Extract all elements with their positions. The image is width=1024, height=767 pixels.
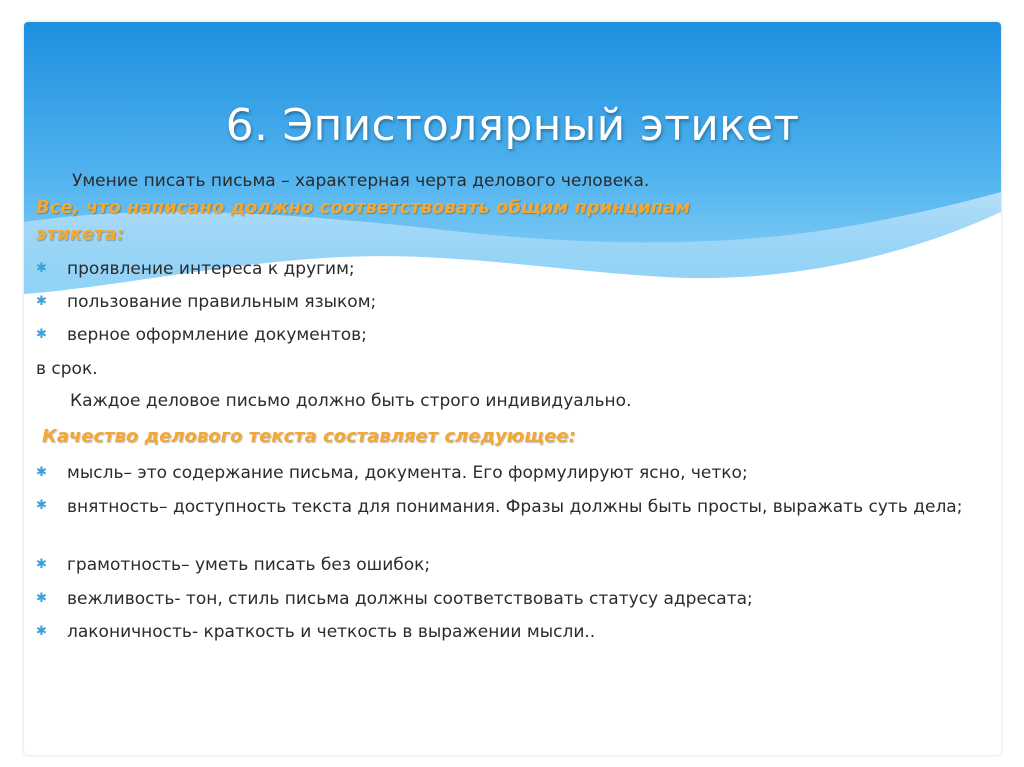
list-item (36, 324, 976, 346)
list-item (36, 495, 976, 519)
list-item (36, 588, 976, 610)
asterisk-bullet-icon: ✱ (36, 557, 47, 572)
slide (24, 22, 1001, 755)
list-item-text: проявление интереса к другим; (67, 259, 355, 279)
list-item-text: вежливость- тон, стиль письма должны соответствовать статусу адресата; (67, 589, 753, 609)
list-item (36, 621, 976, 643)
asterisk-bullet-icon: ✱ (36, 498, 47, 513)
slide-title: 6. Эпистолярный этикет (225, 100, 800, 151)
asterisk-bullet-icon: ✱ (36, 465, 47, 480)
asterisk-bullet-icon: ✱ (36, 327, 47, 342)
asterisk-bullet-icon: ✱ (36, 591, 47, 606)
intro-text: Умение писать письма – характерная черта делового человека. (72, 171, 650, 191)
accent-heading-1-line-2: этикета: (36, 224, 124, 245)
asterisk-bullet-icon: ✱ (36, 294, 47, 309)
list-item (36, 291, 976, 313)
list-item-text: грамотность– уметь писать без ошибок; (67, 555, 431, 575)
list-item-text: верное оформление документов; (67, 325, 367, 345)
deadline-text: в срок. (36, 359, 98, 379)
list-item (36, 462, 976, 484)
asterisk-bullet-icon: ✱ (36, 624, 47, 639)
individual-text: Каждое деловое письмо должно быть строго индивидуально. (70, 391, 632, 411)
accent-heading-1-line-1: Все, что написано должно соответствовать общим принципам (36, 197, 691, 218)
list-item-text: внятность– доступность текста для понимания. Фразы должны быть просты, выражать суть дела; (67, 497, 963, 517)
list-item-text: лаконичность- краткость и четкость в выражении мысли.. (67, 622, 596, 642)
asterisk-bullet-icon: ✱ (36, 261, 47, 276)
list-item (36, 554, 976, 576)
list-item-text: мысль– это содержание письма, документа. Его формулируют ясно, четко; (67, 463, 748, 483)
accent-heading-2: Качество делового текста составляет следующее: (42, 426, 576, 447)
list-item-text: пользование правильным языком; (67, 292, 377, 312)
list-item (36, 258, 976, 280)
